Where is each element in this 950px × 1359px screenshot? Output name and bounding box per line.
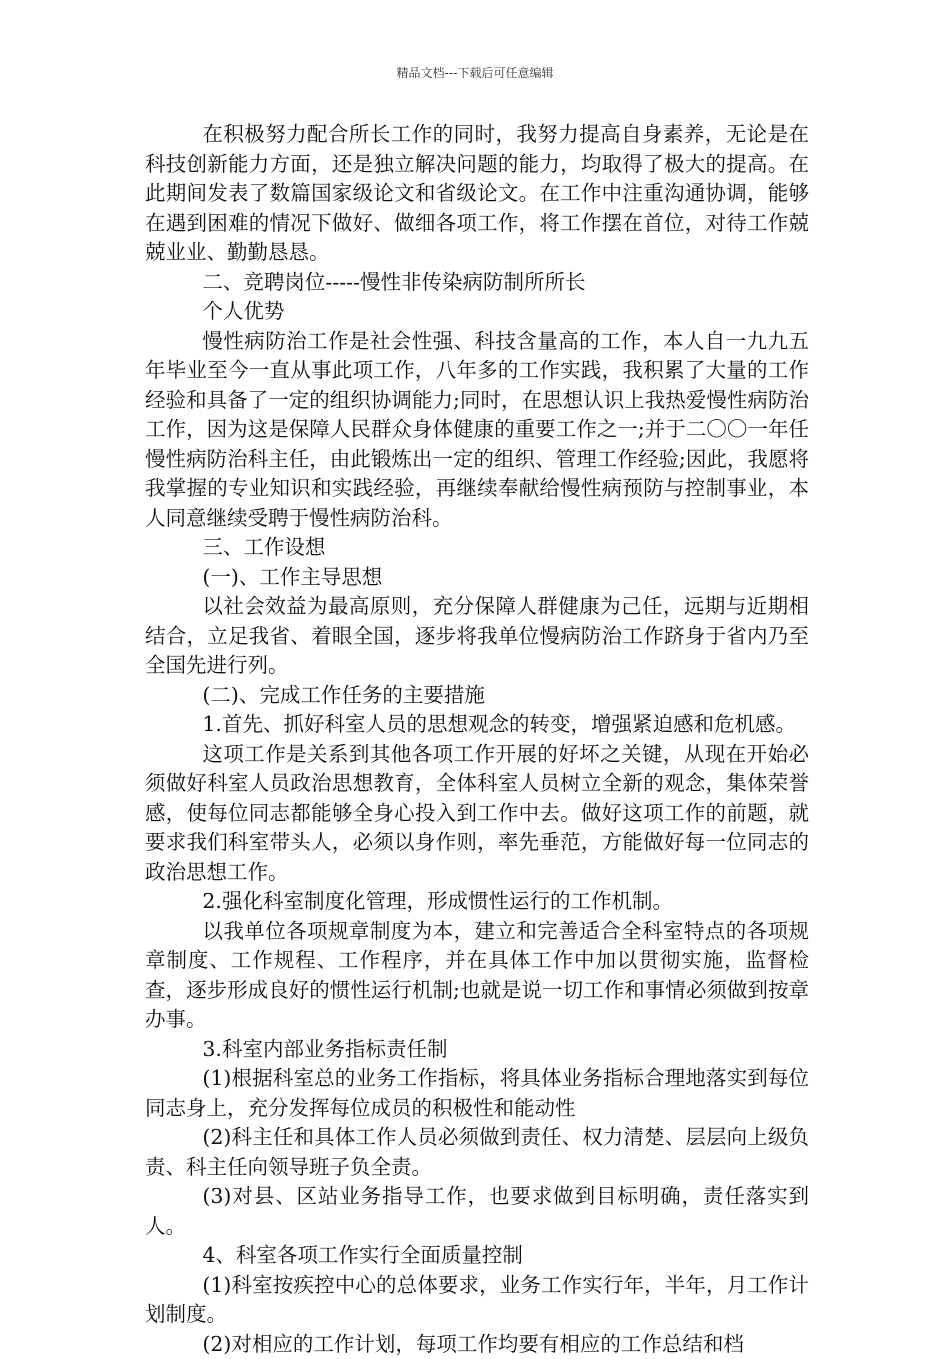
list-item: (1)科室按疾控中心的总体要求，业务工作实行年，半年，月工作计划制度。 bbox=[145, 1271, 809, 1330]
subheading: (一)、工作主导思想 bbox=[145, 563, 809, 593]
page-header: 精品文档---下载后可任意编辑 bbox=[0, 64, 950, 81]
paragraph: 慢性病防治工作是社会性强、科技含量高的工作，本人自一九九五年毕业至今一直从事此项工作，八年多的工作实践，我积累了大量的工作经验和具备了一定的组织协调能力;同时，在思想认识上我热爱慢性病防治工作，因为这是保障人民群众身体健康的重要工作之一;并于二〇〇一年任慢性病防治科主任，由此锻炼出一定的组织、管理工作经验;因此，我愿将我掌握的专业知识和实践经验，再继续奉献给慢性病预防与控制事业，本人同意继续受聘于慢性病防治科。 bbox=[145, 327, 809, 534]
section-heading: 三、工作设想 bbox=[145, 533, 809, 563]
subheading: 个人优势 bbox=[145, 297, 809, 327]
list-item: 3.科室内部业务指标责任制 bbox=[145, 1035, 809, 1065]
paragraph: 以社会效益为最高原则，充分保障人群健康为己任，远期与近期相结合，立足我省、着眼全国，逐步将我单位慢病防治工作跻身于省内乃至全国先进行列。 bbox=[145, 592, 809, 681]
document-body bbox=[145, 120, 809, 1359]
list-item: 2.强化科室制度化管理，形成惯性运行的工作机制。 bbox=[145, 887, 809, 917]
list-item: (2)科主任和具体工作人员必须做到责任、权力清楚、层层向上级负责、科主任向领导班子负全责。 bbox=[145, 1123, 809, 1182]
list-item: 1.首先、抓好科室人员的思想观念的转变，增强紧迫感和危机感。 bbox=[145, 710, 809, 740]
subheading: (二)、完成工作任务的主要措施 bbox=[145, 681, 809, 711]
list-item: (2)对相应的工作计划，每项工作均要有相应的工作总结和档 bbox=[145, 1330, 809, 1359]
paragraph: 在积极努力配合所长工作的同时，我努力提高自身素养，无论是在科技创新能力方面，还是独立解决问题的能力，均取得了极大的提高。在此期间发表了数篇国家级论文和省级论文。在工作中注重沟通协调，能够在遇到困难的情况下做好、做细各项工作，将工作摆在首位，对待工作兢兢业业、勤勤恳恳。 bbox=[145, 120, 809, 268]
list-item: 4、科室各项工作实行全面质量控制 bbox=[145, 1241, 809, 1271]
paragraph: 以我单位各项规章制度为本，建立和完善适合全科室特点的各项规章制度、工作规程、工作程序，并在具体工作中加以贯彻实施，监督检查，逐步形成良好的惯性运行机制;也就是说一切工作和事情必须做到按章办事。 bbox=[145, 917, 809, 1035]
list-item: (1)根据科室总的业务工作指标，将具体业务指标合理地落实到每位同志身上，充分发挥每位成员的积极性和能动性 bbox=[145, 1064, 809, 1123]
paragraph: 这项工作是关系到其他各项工作开展的好坏之关键，从现在开始必须做好科室人员政治思想教育，全体科室人员树立全新的观念，集体荣誉感，使每位同志都能够全身心投入到工作中去。做好这项工作的前题，就要求我们科室带头人，必须以身作则，率先垂范，方能做好每一位同志的政治思想工作。 bbox=[145, 740, 809, 888]
list-item: (3)对县、区站业务指导工作，也要求做到目标明确，责任落实到人。 bbox=[145, 1182, 809, 1241]
section-heading: 二、竞聘岗位-----慢性非传染病防制所所长 bbox=[145, 268, 809, 298]
